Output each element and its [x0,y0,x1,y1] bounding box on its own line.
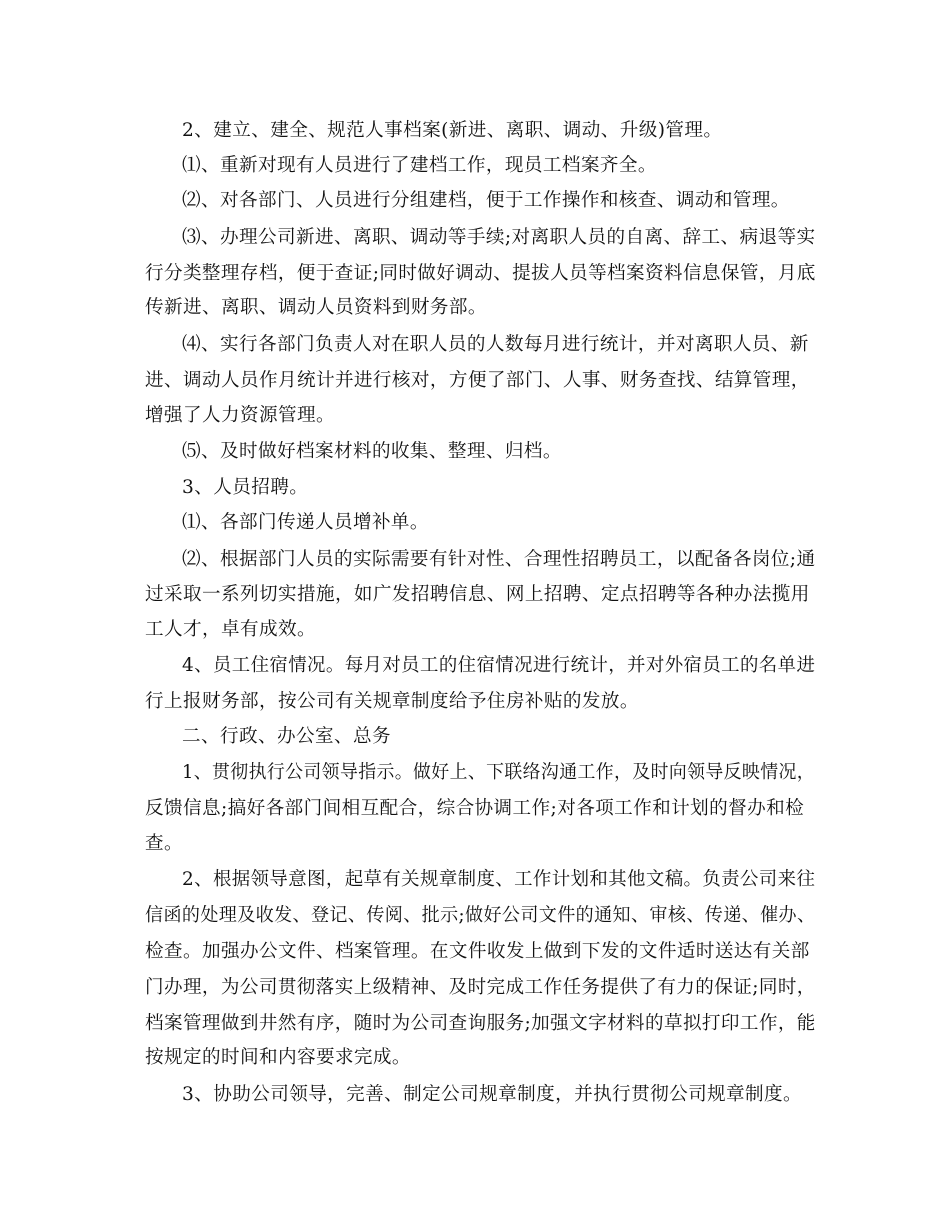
text-line: 检查。加强办公文件、档案管理。在文件收发上做到下发的文件适时送达有关部 [145,941,810,962]
text-line: 二、行政、办公室、总务 [182,726,391,747]
text-line: 信函的处理及收发、登记、传阅、批示;做好公司文件的通知、审核、传递、催办、 [145,905,816,926]
text-line: ⑵、根据部门人员的实际需要有针对性、合理性招聘员工，以配备各岗位;通 [182,549,816,570]
text-line: ⑸、及时做好档案材料的收集、整理、归档。 [182,441,562,462]
text-line: 反馈信息;搞好各部门间相互配合，综合协调工作;对各项工作和计划的督办和检 [145,798,805,819]
text-line: 进、调动人员作月统计并进行核对，方便了部门、人事、财务查找、结算管理， [145,370,810,391]
text-line: 过采取一系列切实措施，如广发招聘信息、网上招聘、定点招聘等各种办法揽用 [145,584,810,605]
text-line: 2、根据领导意图，起草有关规章制度、工作计划和其他文稿。负责公司来往 [182,869,816,890]
text-line: 传新进、离职、调动人员资料到财务部。 [145,297,487,318]
text-line: 2、建立、建全、规范人事档案(新进、离职、调动、升级)管理。 [182,120,723,141]
text-line: 3、协助公司领导，完善、制定公司规章制度，并执行贯彻公司规章制度。 [182,1084,803,1105]
text-line: ⑷、实行各部门负责人对在职人员的人数每月进行统计，并对离职人员、新 [182,334,809,355]
text-line: ⑴、各部门传递人员增补单。 [182,512,429,533]
text-line: 查。 [145,833,183,854]
text-line: 工人才，卓有成效。 [145,619,316,640]
text-line: ⑶、办理公司新进、离职、调动等手续;对离职人员的自离、辞工、病退等实 [182,227,816,248]
text-line: 行分类整理存档，便于查证;同时做好调动、提拔人员等档案资料信息保管，月底 [145,263,816,284]
text-line: ⑴、重新对现有人员进行了建档工作，现员工档案齐全。 [182,155,657,176]
text-line: ⑵、对各部门、人员进行分组建档，便于工作操作和核查、调动和管理。 [182,190,790,211]
text-line: 门办理，为公司贯彻落实上级精神、及时完成工作任务提供了有力的保证;同时， [145,977,816,998]
text-line: 4、员工住宿情况。每月对员工的住宿情况进行统计，并对外宿员工的名单进 [182,655,816,676]
text-line: 按规定的时间和内容要求完成。 [145,1047,411,1068]
text-line: 档案管理做到井然有序，随时为公司查询服务;加强文字材料的草拟打印工作，能 [145,1013,816,1034]
text-line: 1、贯彻执行公司领导指示。做好上、下联络沟通工作，及时向领导反映情况， [182,762,816,783]
text-line: 增强了人力资源管理。 [145,405,335,426]
text-line: 3、人员招聘。 [182,477,309,498]
text-line: 行上报财务部，按公司有关规章制度给予住房补贴的发放。 [145,691,639,712]
